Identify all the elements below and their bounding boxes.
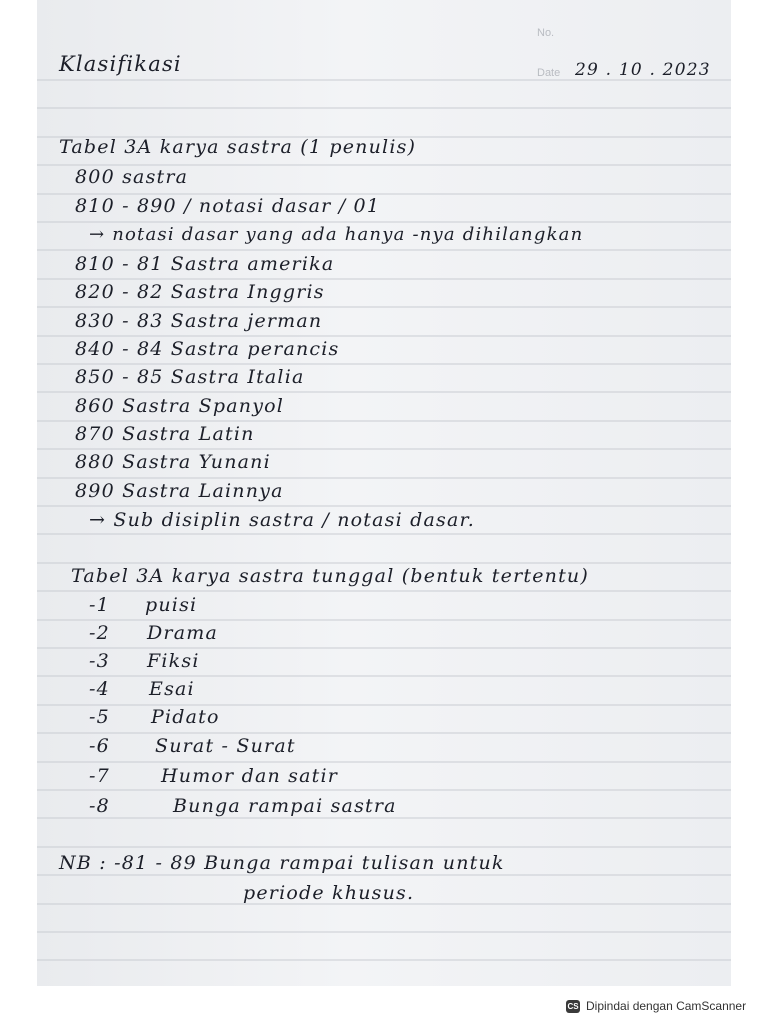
form-code: -3: [89, 650, 110, 672]
scanner-watermark: [566, 996, 746, 1016]
section1-line: → notasi dasar yang ada hanya -nya dihilangkan: [89, 224, 584, 245]
form-code: -8: [89, 795, 110, 817]
scanner-caption: Dipindai dengan CamScanner: [586, 999, 747, 1013]
form-code: -5: [89, 706, 110, 728]
section1-line: 800 sastra: [75, 166, 189, 188]
form-code: -1: [89, 594, 110, 616]
form-label: Surat - Surat: [155, 735, 296, 757]
no-label: No.: [537, 27, 555, 39]
section1-line: 810 - 81 Sastra amerika: [75, 253, 335, 275]
note-line-2: periode khusus.: [243, 882, 415, 904]
section1-line: 820 - 82 Sastra Inggris: [75, 281, 325, 303]
section1-line: 850 - 85 Sastra Italia: [75, 366, 305, 388]
form-label: Bunga rampai sastra: [173, 795, 397, 817]
page-title: Klasifikasi: [59, 52, 182, 76]
notebook-page: [37, 0, 731, 986]
form-label: Drama: [147, 622, 218, 644]
section1-line: 810 - 890 / notasi dasar / 01: [75, 195, 381, 217]
form-label: puisi: [145, 594, 198, 616]
date-value: 29 . 10 . 2023: [575, 60, 711, 80]
form-code: -7: [89, 765, 110, 787]
section1-line: 870 Sastra Latin: [75, 423, 255, 445]
form-code: -6: [89, 735, 110, 757]
camscanner-logo-icon: CS: [567, 1001, 579, 1011]
date-label: Date: [537, 67, 561, 79]
section1-line: 890 Sastra Lainnya: [75, 480, 284, 502]
form-code: -4: [89, 678, 110, 700]
section1-line: 840 - 84 Sastra perancis: [75, 338, 340, 360]
section1-line: 860 Sastra Spanyol: [75, 395, 285, 417]
section1-line: 880 Sastra Yunani: [75, 451, 271, 473]
section1-line: → Sub disiplin sastra / notasi dasar.: [89, 509, 475, 531]
form-label: Fiksi: [147, 650, 200, 672]
section1-line: 830 - 83 Sastra jerman: [75, 310, 323, 332]
form-label: Pidato: [151, 706, 220, 728]
form-label: Esai: [149, 678, 195, 700]
form-label: Humor dan satir: [161, 765, 339, 787]
section1-heading: Tabel 3A karya sastra (1 penulis): [59, 136, 417, 158]
note-line-1: NB : -81 - 89 Bunga rampai tulisan untuk: [59, 852, 505, 874]
section2-heading: Tabel 3A karya sastra tunggal (bentuk tertentu): [71, 565, 589, 587]
form-code: -2: [89, 622, 110, 644]
